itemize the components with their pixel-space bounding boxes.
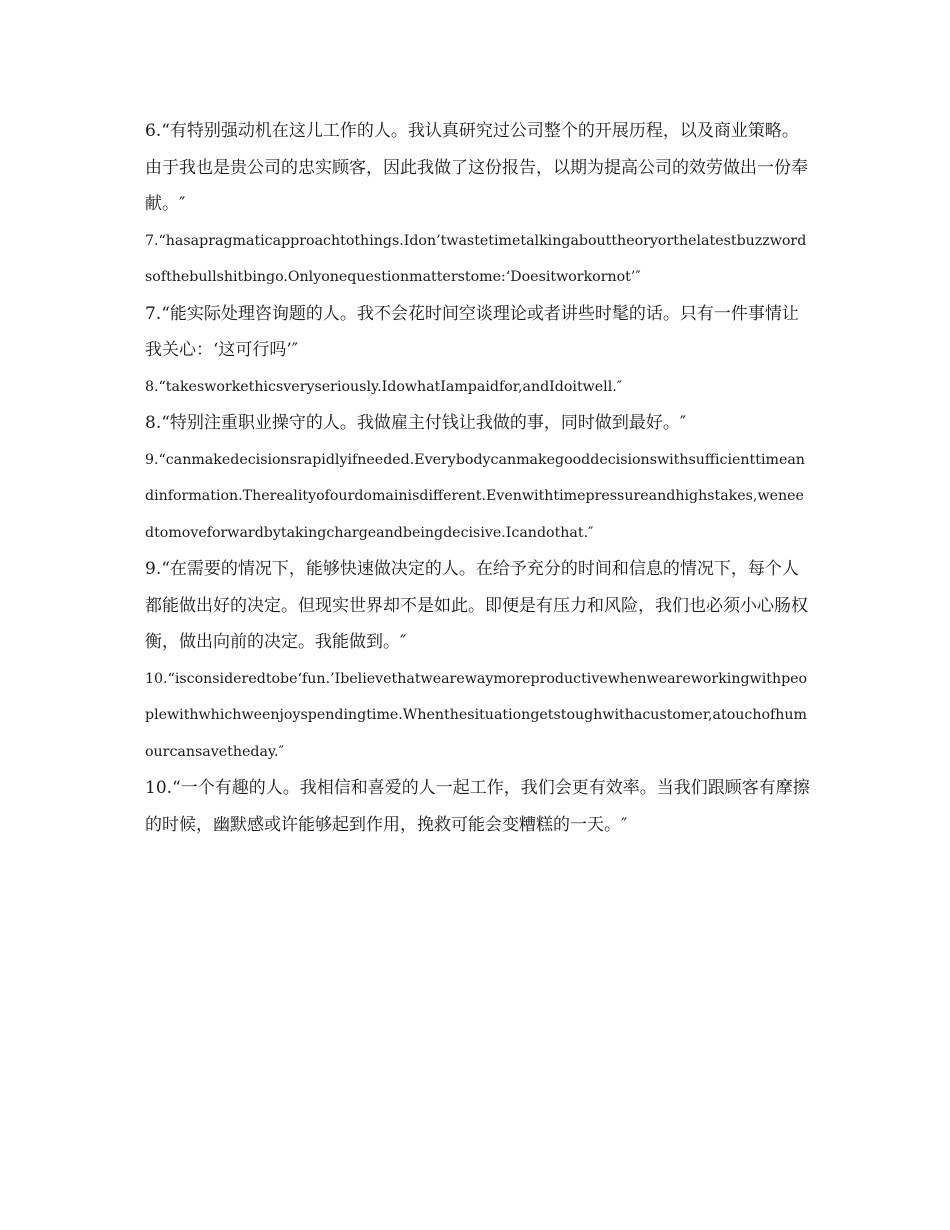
paragraph-10-zh: 10.“一个有趣的人。我相信和喜爱的人一起工作，我们会更有效率。当我们跟顾客有摩擦的时候，幽默感或许能够起到作用，挽救可能会变糟糕的一天。″ (145, 778, 810, 835)
paragraph-8-en: 8.“takesworkethicsveryseriously.IdowhatIampaidfor,andIdoitwell.″ (145, 378, 623, 395)
paragraph-9-en: 9.“canmakedecisionsrapidlyifneeded.Everybodycanmakegooddecisionswithsufficienttimeandinformation.Therealityofourdomainisdifferent.Evenwithtimepressureandhighstakes,weneedtomoveforwardbytakingchargeandbeingdecisive.Icandothat.″ (145, 451, 805, 541)
paragraph-7-en: 7.“hasapragmaticapproachtothings.Idon’twastetimetalkingabouttheoryorthelatestbuzzwordsofthebullshitbingo.Onlyonequestionmatterstome:‘Doesitworkornot’″ (145, 232, 807, 285)
paragraph-7-zh: 7.“能实际处理咨询题的人。我不会花时间空谈理论或者讲些时髦的话。只有一件事情让我关心：‘这可行吗’″ (145, 303, 799, 360)
paragraph-10-en: 10.“isconsideredtobe‘fun.’Ibelievethatwearewaymoreproductivewhenweareworkingwithpeoplewithwhichweenjoyspendingtime.Whenthesituationgetstoughwithacustomer,atouchofhumourcansavetheday.″ (145, 670, 808, 760)
document-body (145, 113, 810, 843)
paragraph-8-zh: 8.“特别注重职业操守的人。我做雇主付钱让我做的事，同时做到最好。″ (145, 413, 687, 433)
paragraph-6-zh: 6.“有特别强动机在这儿工作的人。我认真研究过公司整个的开展历程，以及商业策略。由于我也是贵公司的忠实顾客，因此我做了这份报告，以期为提高公司的效劳做出一份奉献。″ (145, 121, 808, 214)
paragraph-9-zh: 9.“在需要的情况下，能够快速做决定的人。在给予充分的时间和信息的情况下，每个人都能做出好的决定。但现实世界却不是如此。即便是有压力和风险，我们也必须小心肠权衡，做出向前的决定。我能做到。″ (145, 559, 808, 652)
